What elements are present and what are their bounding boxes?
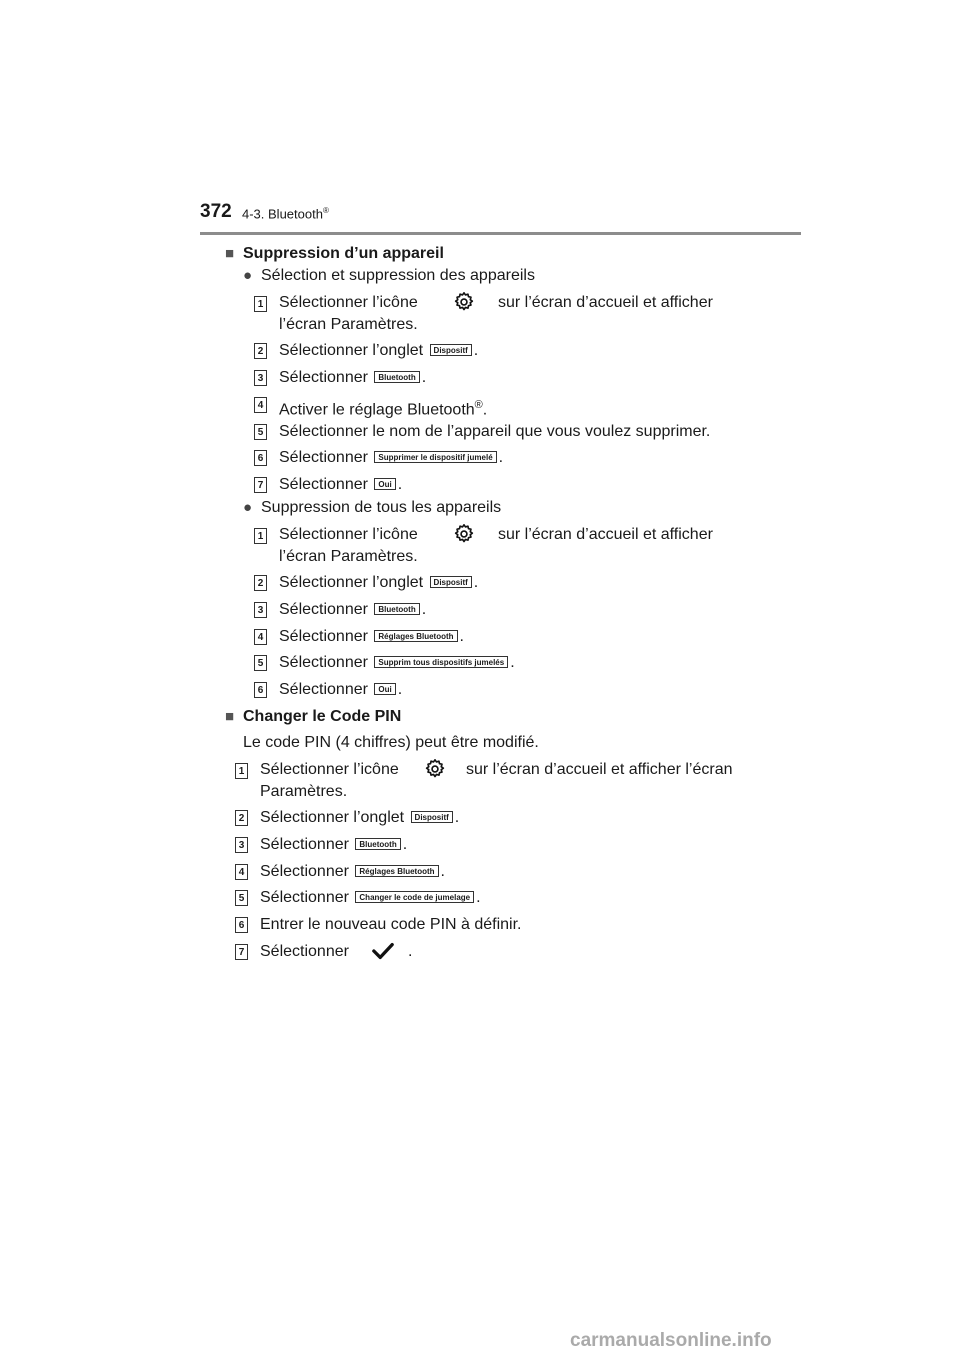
step-number: 4 — [254, 629, 267, 645]
step-number: 4 — [235, 864, 248, 880]
bluetooth-button: Bluetooth — [355, 838, 400, 850]
checkmark-icon — [372, 941, 394, 961]
step-number: 3 — [254, 602, 267, 618]
step-text: Sélectionner Changer le code de jumelage . — [260, 889, 481, 906]
step-text: Sélectionner Supprimer le dispositif jumelé . — [279, 449, 504, 466]
step-number: 7 — [254, 477, 267, 493]
step-text: Sélectionner l’icône — [279, 526, 418, 543]
step-number: 2 — [254, 343, 267, 359]
section-heading-pin: Changer le Code PIN — [243, 708, 402, 725]
step-text: sur l’écran d’accueil et afficher — [498, 526, 713, 543]
yes-button: Oui — [374, 683, 395, 695]
step-text: Sélectionner Réglages Bluetooth . — [260, 863, 445, 880]
step-text: Sélectionner Réglages Bluetooth . — [279, 628, 464, 645]
step-text: Paramètres. — [260, 783, 348, 800]
step-number: 1 — [235, 763, 248, 779]
header-rule — [200, 232, 801, 235]
step-text: Sélectionner l’icône — [260, 761, 399, 778]
step-text: Entrer le nouveau code PIN à définir. — [260, 916, 522, 933]
step-number: 2 — [235, 810, 248, 826]
step-text: Sélectionner Bluetooth . — [279, 601, 427, 618]
step-number: 3 — [254, 370, 267, 386]
step-number: 1 — [254, 528, 267, 544]
dispositif-button: Dispositf — [430, 344, 472, 356]
step-number: 6 — [254, 450, 267, 466]
step-number: 7 — [235, 944, 248, 960]
square-bullet-icon: ■ — [225, 245, 235, 262]
circle-bullet-icon: ● — [243, 267, 253, 284]
step-number: 1 — [254, 296, 267, 312]
step-text: sur l’écran d’accueil et afficher — [498, 294, 713, 311]
step-text: l’écran Paramètres. — [279, 548, 418, 565]
step-number: 5 — [254, 655, 267, 671]
step-text: Sélectionner l’onglet Dispositf . — [279, 574, 479, 591]
step-text: Sélectionner l’onglet Dispositf . — [260, 809, 460, 826]
step-text: Sélectionner Bluetooth . — [279, 369, 427, 386]
bluetooth-button: Bluetooth — [374, 603, 419, 615]
step-number: 5 — [235, 890, 248, 906]
dispositif-button: Dispositf — [411, 811, 453, 823]
step-number: 6 — [254, 682, 267, 698]
section-heading-delete: Suppression d’un appareil — [243, 245, 444, 262]
step-text: Sélectionner Supprim tous dispositifs jumelés . — [279, 654, 515, 671]
step-text: Sélectionner l’onglet Dispositf . — [279, 342, 479, 359]
bluetooth-button: Bluetooth — [374, 371, 419, 383]
step-text: sur l’écran d’accueil et afficher l’écran — [466, 761, 733, 778]
step-number: 5 — [254, 424, 267, 440]
step-number: 2 — [254, 575, 267, 591]
settings-gear-icon — [424, 758, 446, 780]
step-text: Activer le réglage Bluetooth®. — [279, 399, 488, 419]
step-text: Sélectionner — [260, 943, 349, 960]
watermark-footer: carmanualsonline.info — [570, 1330, 772, 1351]
section-title: 4-3. Bluetooth® — [242, 206, 329, 222]
square-bullet-icon: ■ — [225, 708, 235, 725]
dispositif-button: Dispositf — [430, 576, 472, 588]
step-text: Sélectionner le nom de l’appareil que vous voulez supprimer. — [279, 423, 711, 440]
delete-all-devices-button: Supprim tous dispositifs jumelés — [374, 656, 508, 668]
subsection-title: Suppression de tous les appareils — [261, 499, 502, 516]
step-text: l’écran Paramètres. — [279, 316, 418, 333]
step-number: 3 — [235, 837, 248, 853]
step-number: 4 — [254, 397, 267, 413]
step-period: . — [408, 943, 413, 960]
yes-button: Oui — [374, 478, 395, 490]
circle-bullet-icon: ● — [243, 499, 253, 516]
bluetooth-settings-button: Réglages Bluetooth — [374, 630, 457, 642]
settings-gear-icon — [453, 291, 475, 313]
subsection-title: Sélection et suppression des appareils — [261, 267, 535, 284]
step-text: Sélectionner Oui . — [279, 476, 403, 493]
step-text: Sélectionner l’icône — [279, 294, 418, 311]
page-number: 372 — [200, 201, 232, 222]
intro-text: Le code PIN (4 chiffres) peut être modifié. — [243, 734, 539, 751]
settings-gear-icon — [453, 523, 475, 545]
bluetooth-settings-button: Réglages Bluetooth — [355, 865, 438, 877]
step-text: Sélectionner Oui . — [279, 681, 403, 698]
step-text: Sélectionner Bluetooth . — [260, 836, 408, 853]
step-number: 6 — [235, 917, 248, 933]
delete-device-button: Supprimer le dispositif jumelé — [374, 451, 496, 463]
change-pairing-code-button: Changer le code de jumelage — [355, 891, 474, 903]
